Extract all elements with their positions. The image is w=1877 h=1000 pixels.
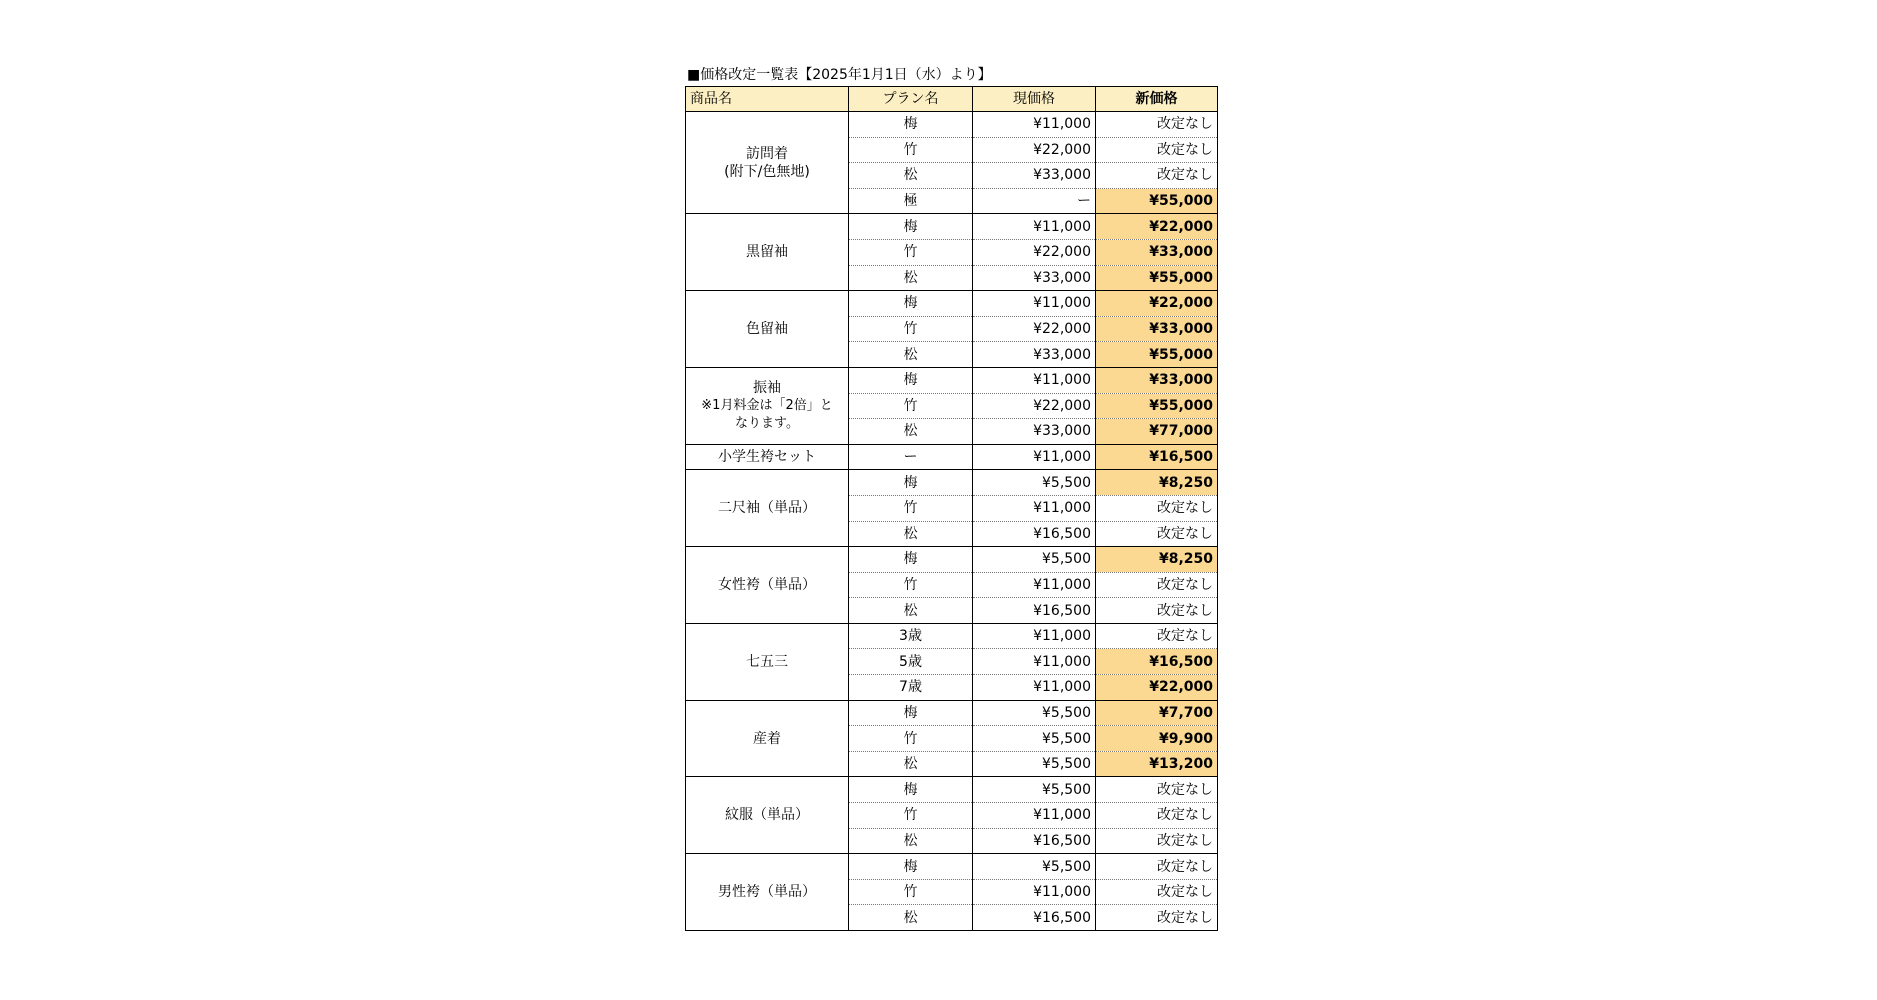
new-price-cell-highlighted: ¥9,900 — [1096, 726, 1218, 752]
new-price-cell-highlighted: ¥55,000 — [1096, 265, 1218, 291]
plan-name-cell: 松 — [849, 419, 973, 445]
new-price-cell-highlighted: ¥33,000 — [1096, 367, 1218, 393]
plan-name-cell: 松 — [849, 598, 973, 624]
new-price-cell-highlighted: ¥33,000 — [1096, 239, 1218, 265]
product-name: 女性袴（単品） — [718, 576, 816, 593]
plan-name-cell: 竹 — [849, 495, 973, 521]
product-name: 小学生袴セット — [718, 449, 816, 466]
product-name-cell — [686, 623, 849, 700]
product-name-cell — [686, 777, 849, 854]
table-row — [686, 112, 1218, 138]
current-price-cell: ¥33,000 — [973, 419, 1096, 445]
new-price-cell: 改定なし — [1096, 803, 1218, 829]
header-row — [686, 87, 1218, 112]
current-price-cell: ¥11,000 — [973, 495, 1096, 521]
current-price-cell: ¥5,500 — [973, 547, 1096, 573]
current-price-cell: ¥22,000 — [973, 393, 1096, 419]
plan-name-cell: 梅 — [849, 214, 973, 240]
current-price-cell: ¥33,000 — [973, 265, 1096, 291]
current-price-cell: ¥33,000 — [973, 163, 1096, 189]
current-price-cell: ¥11,000 — [973, 879, 1096, 905]
product-name-cell — [686, 700, 849, 777]
header-product: 商品名 — [686, 87, 849, 112]
plan-name-cell: 松 — [849, 163, 973, 189]
product-name: 産着 — [753, 730, 781, 747]
new-price-cell: 改定なし — [1096, 572, 1218, 598]
header-plan: プラン名 — [849, 87, 973, 112]
new-price-cell-highlighted: ¥22,000 — [1096, 675, 1218, 701]
product-name: 訪問着 — [746, 145, 788, 162]
table-row — [686, 291, 1218, 317]
new-price-cell-highlighted: ¥33,000 — [1096, 316, 1218, 342]
current-price-cell: ¥33,000 — [973, 342, 1096, 368]
product-name-cell — [686, 547, 849, 624]
product-name: 七五三 — [746, 653, 788, 670]
new-price-cell-highlighted: ¥16,500 — [1096, 444, 1218, 470]
new-price-cell: 改定なし — [1096, 777, 1218, 803]
product-note: (附下/色無地) — [724, 163, 810, 180]
current-price-cell: ¥11,000 — [973, 112, 1096, 138]
plan-name-cell: 竹 — [849, 879, 973, 905]
current-price-cell: ¥11,000 — [973, 214, 1096, 240]
table-row — [686, 367, 1218, 393]
product-name-cell — [686, 367, 849, 444]
new-price-cell: 改定なし — [1096, 828, 1218, 854]
plan-name-cell: 竹 — [849, 137, 973, 163]
new-price-cell: 改定なし — [1096, 598, 1218, 624]
plan-name-cell: 梅 — [849, 367, 973, 393]
new-price-cell-highlighted: ¥8,250 — [1096, 470, 1218, 496]
product-name-cell — [686, 214, 849, 291]
new-price-cell-highlighted: ¥16,500 — [1096, 649, 1218, 675]
new-price-cell: 改定なし — [1096, 137, 1218, 163]
new-price-cell-highlighted: ¥22,000 — [1096, 291, 1218, 317]
new-price-cell-highlighted: ¥55,000 — [1096, 342, 1218, 368]
current-price-cell: ¥11,000 — [973, 649, 1096, 675]
current-price-cell: ¥11,000 — [973, 572, 1096, 598]
product-name-cell — [686, 112, 849, 214]
new-price-cell: 改定なし — [1096, 521, 1218, 547]
current-price-cell: ¥11,000 — [973, 803, 1096, 829]
product-name-cell — [686, 470, 849, 547]
new-price-cell: 改定なし — [1096, 905, 1218, 931]
product-name-cell — [686, 291, 849, 368]
new-price-cell-highlighted: ¥8,250 — [1096, 547, 1218, 573]
table-body — [686, 112, 1218, 931]
plan-name-cell: 極 — [849, 188, 973, 214]
plan-name-cell: 松 — [849, 905, 973, 931]
current-price-cell: ¥11,000 — [973, 675, 1096, 701]
new-price-cell-highlighted: ¥55,000 — [1096, 188, 1218, 214]
current-price-cell: ¥16,500 — [973, 905, 1096, 931]
plan-name-cell: 梅 — [849, 112, 973, 138]
table-row — [686, 214, 1218, 240]
table-row — [686, 444, 1218, 470]
plan-name-cell: 松 — [849, 751, 973, 777]
plan-name-cell: 松 — [849, 828, 973, 854]
current-price-cell: ¥22,000 — [973, 137, 1096, 163]
plan-name-cell: 梅 — [849, 854, 973, 880]
current-price-cell: ¥5,500 — [973, 751, 1096, 777]
plan-name-cell: 竹 — [849, 316, 973, 342]
current-price-cell: ¥11,000 — [973, 444, 1096, 470]
price-table — [685, 86, 1218, 931]
plan-name-cell: ー — [849, 444, 973, 470]
plan-name-cell: 梅 — [849, 470, 973, 496]
table-row — [686, 547, 1218, 573]
new-price-cell-highlighted: ¥13,200 — [1096, 751, 1218, 777]
product-name: 二尺袖（単品） — [718, 500, 816, 517]
current-price-cell: ¥11,000 — [973, 367, 1096, 393]
current-price-cell: ¥5,500 — [973, 470, 1096, 496]
current-price-cell: ー — [973, 188, 1096, 214]
product-name: 振袖 — [753, 379, 781, 396]
table-row — [686, 623, 1218, 649]
product-name: 黒留袖 — [746, 244, 788, 261]
new-price-cell: 改定なし — [1096, 623, 1218, 649]
table-row — [686, 700, 1218, 726]
current-price-cell: ¥22,000 — [973, 316, 1096, 342]
plan-name-cell: 梅 — [849, 700, 973, 726]
product-note: なります。 — [735, 415, 799, 431]
new-price-cell: 改定なし — [1096, 879, 1218, 905]
current-price-cell: ¥16,500 — [973, 828, 1096, 854]
plan-name-cell: 3歳 — [849, 623, 973, 649]
current-price-cell: ¥22,000 — [973, 239, 1096, 265]
plan-name-cell: 竹 — [849, 803, 973, 829]
current-price-cell: ¥5,500 — [973, 726, 1096, 752]
current-price-cell: ¥5,500 — [973, 777, 1096, 803]
plan-name-cell: 竹 — [849, 239, 973, 265]
current-price-cell: ¥5,500 — [973, 854, 1096, 880]
plan-name-cell: 竹 — [849, 726, 973, 752]
current-price-cell: ¥16,500 — [973, 598, 1096, 624]
current-price-cell: ¥16,500 — [973, 521, 1096, 547]
product-name: 男性袴（単品） — [718, 884, 816, 901]
new-price-cell: 改定なし — [1096, 163, 1218, 189]
product-name: 紋服（単品） — [725, 807, 809, 824]
new-price-cell-highlighted: ¥22,000 — [1096, 214, 1218, 240]
product-name-cell — [686, 854, 849, 931]
header-new-price: 新価格 — [1096, 87, 1218, 112]
header-current-price: 現価格 — [973, 87, 1096, 112]
new-price-cell: 改定なし — [1096, 112, 1218, 138]
product-note: ※1月料金は「2倍」と — [701, 397, 833, 413]
current-price-cell: ¥11,000 — [973, 291, 1096, 317]
new-price-cell: 改定なし — [1096, 854, 1218, 880]
table-row — [686, 470, 1218, 496]
table-row — [686, 854, 1218, 880]
plan-name-cell: 梅 — [849, 777, 973, 803]
new-price-cell: 改定なし — [1096, 495, 1218, 521]
current-price-cell: ¥5,500 — [973, 700, 1096, 726]
price-revision-sheet — [685, 64, 1217, 931]
plan-name-cell: 7歳 — [849, 675, 973, 701]
plan-name-cell: 松 — [849, 521, 973, 547]
new-price-cell-highlighted: ¥77,000 — [1096, 419, 1218, 445]
plan-name-cell: 松 — [849, 265, 973, 291]
plan-name-cell: 梅 — [849, 547, 973, 573]
new-price-cell-highlighted: ¥7,700 — [1096, 700, 1218, 726]
plan-name-cell: 梅 — [849, 291, 973, 317]
table-row — [686, 777, 1218, 803]
sheet-title: ■価格改定一覧表【2025年1月1日（水）より】 — [687, 67, 992, 83]
current-price-cell: ¥11,000 — [973, 623, 1096, 649]
new-price-cell-highlighted: ¥55,000 — [1096, 393, 1218, 419]
plan-name-cell: 松 — [849, 342, 973, 368]
plan-name-cell: 竹 — [849, 572, 973, 598]
product-name: 色留袖 — [746, 321, 788, 338]
plan-name-cell: 竹 — [849, 393, 973, 419]
plan-name-cell: 5歳 — [849, 649, 973, 675]
product-name-cell — [686, 444, 849, 470]
